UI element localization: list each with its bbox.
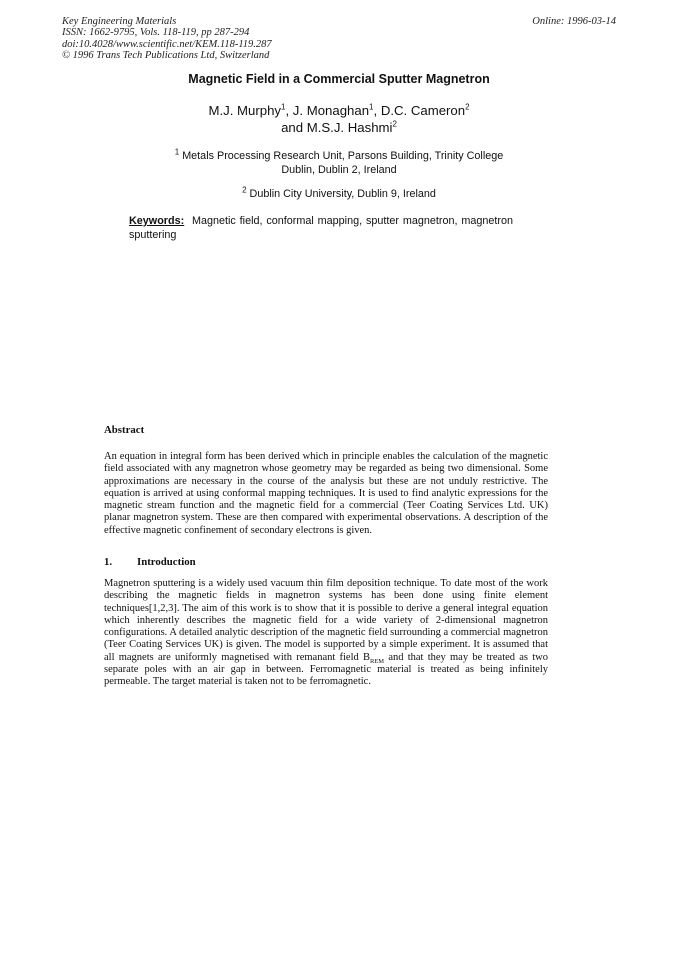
field-subscript: REM	[369, 657, 385, 665]
author-affil-sup: 1	[369, 102, 374, 112]
author-line-1	[0, 102, 678, 119]
journal-header	[62, 16, 272, 61]
author-list	[0, 102, 678, 136]
abstract-heading: Abstract	[104, 424, 145, 436]
keywords-label: Keywords:	[129, 215, 185, 227]
affiliation-1-line-1: Metals Processing Research Unit, Parsons Building, Trinity College	[182, 150, 504, 162]
introduction-text	[104, 578, 548, 689]
author-affil-sup: 1	[281, 102, 286, 112]
author-affil-sup: 2	[392, 119, 397, 129]
author-name: D.C. Cameron	[380, 103, 466, 118]
author-separator: ,	[285, 103, 293, 118]
online-date: Online: 1996-03-14	[532, 16, 616, 27]
author-line-2	[0, 119, 678, 136]
author-name: J. Monaghan	[292, 103, 370, 118]
affiliation-sup: 2	[242, 185, 247, 195]
paper-title: Magnetic Field in a Commercial Sputter Magnetron	[188, 72, 490, 86]
affiliation-2-text: Dublin City University, Dublin 9, Ireland	[249, 188, 436, 200]
section-title: Introduction	[137, 556, 196, 568]
journal-name: Key Engineering Materials	[62, 16, 177, 27]
author-name: M.S.J. Hashmi	[306, 120, 393, 135]
introduction-text-part-1: Magnetron sputtering is a widely used vacuum thin film deposition technique. To date most of the work describing the magnetic fields in magnetron systems has been done using finite element techniques[1,2,3]. The aim of this work is to show that it is possible to derive a general integral equation which inherently describes the magnetic field for a wide variety of 2-dimensional magnetron configurations. A detailed analytic description of the magnetic field surrounding a commercial magnetron (Teer Coating Services UK) is given. The model is supported by a simple experiment. It is assumed that all magnets are uniformly magnetised with remanant field B	[104, 578, 548, 663]
author-conjunction: and	[281, 120, 307, 135]
introduction-text-part-2: and that they may be treated as two separate poles with an air gap in between. Ferromagnetic material is treated as being infinitely permeable. The target material is taken not to be ferromagnetic.	[104, 651, 548, 688]
journal-copyright: © 1996 Trans Tech Publications Ltd, Switzerland	[62, 49, 270, 61]
journal-issn: ISSN: 1662-9795, Vols. 118-119, pp 287-294	[62, 27, 250, 39]
affiliation-2	[0, 185, 678, 202]
affiliation-1	[0, 147, 678, 177]
journal-doi: doi:10.4028/www.scientific.net/KEM.118-119.287	[62, 38, 272, 50]
affiliation-1-line-2: Dublin, Dublin 2, Ireland	[281, 163, 397, 176]
keywords	[129, 214, 513, 242]
author-name: M.J. Murphy	[208, 103, 281, 118]
affiliation-sup: 1	[174, 147, 180, 157]
section-number: 1.	[104, 556, 113, 568]
author-affil-sup: 2	[465, 102, 470, 112]
introduction-heading	[104, 556, 196, 568]
keywords-text: Magnetic field, conformal mapping, sputter magnetron, magnetron sputtering	[129, 215, 513, 241]
author-separator: ,	[373, 103, 381, 118]
abstract-text: An equation in integral form has been derived which in principle enables the calculation of the magnetic field associated with any magnetron whose geometry may be regarded as being two dimensional. Some approximations are necessary in the course of the analysis but these are not unduly restrictive. The equation is arrived at using conformal mapping techniques. It is used to find analytic expressions for the magnetic stream function and the magnetic field for a commercial (Teer Coating Services Ltd. UK) planar magnetron system. These are then compared with experimental observations. A description of the effective magnetic confinement of secondary electrons is given.	[104, 451, 548, 536]
